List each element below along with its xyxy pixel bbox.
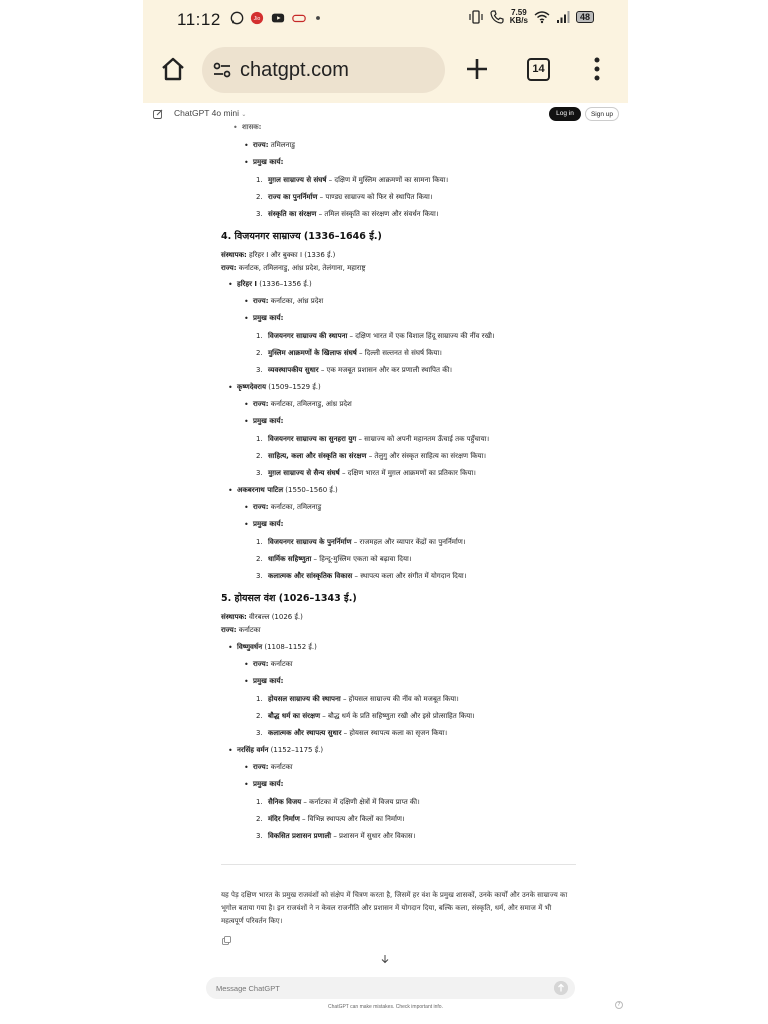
state-value: कर्नाटका [270,660,293,668]
works-label: प्रमुख कार्य: [253,780,284,788]
work-title: कलात्मक और सांस्कृतिक विकास [268,572,353,580]
ruler-years: (1550–1560 ई.) [283,486,338,494]
work-text: – बौद्ध धर्म के प्रति सहिष्णुता रखी और इसे प्रोत्साहित किया। [320,712,475,720]
state-value: तमिलनाडु [270,141,295,149]
list-item: 1. विजयनगर साम्राज्य के पुनर्निर्माण – राजमहल और व्यापार केंद्रों का पुनर्निर्माण। [256,538,466,546]
state-value: कर्नाटका, तमिलनाडु [270,503,322,511]
tab-switcher-button[interactable]: 14 [527,58,550,81]
list-item [253,297,323,306]
list-item: 3. संस्कृति का संरक्षण – तमिल संस्कृति का संरक्षण और संवर्धन किया। [256,210,439,218]
section-heading: 5. होयसल वंश (1026–1343 ई.) [221,593,357,604]
list-item [253,141,295,150]
list-item [253,503,321,512]
work-title: राज्य का पुनर्निर्माण [268,193,318,201]
work-title: विजयनगर साम्राज्य की स्थापना [268,332,348,340]
list-item: 3. व्यवस्थापकीय सुधार – एक मजबूत प्रशासन और कर प्रणाली स्थापित की। [256,366,453,374]
model-selector[interactable] [174,108,246,118]
home-icon[interactable] [159,55,187,83]
login-button[interactable]: Log in [549,107,581,121]
work-title: विजयनगर साम्राज्य का सुनहरा युग [268,435,357,443]
list-item [253,677,283,686]
status-time: 11:12 [177,10,221,29]
founder-label: संस्थापक: [221,613,247,621]
list-item [253,763,293,772]
chatgpt-header [143,103,628,125]
browser-toolbar [143,45,628,95]
signup-button[interactable]: Sign up [585,107,619,121]
work-text: – पाण्ड्य साम्राज्य को फिर से स्थापित किया। [317,193,433,201]
divider [221,864,576,865]
ruler-name: विष्णुवर्धन [237,643,263,651]
speed-unit: KB/s [509,16,528,25]
list-item [253,520,283,529]
work-title: मंदिर निर्माण [268,815,300,823]
list-item: 1. मुग़ल साम्राज्य से संघर्ष – दक्षिण में मुस्लिम आक्रमणों का सामना किया। [256,176,449,184]
state-label: राज्य: [253,763,269,771]
works-label: प्रमुख कार्य: [253,520,284,528]
ruler-item [237,383,321,392]
works-label: प्रमुख कार्य: [253,314,284,322]
address-bar[interactable] [202,47,445,93]
site-settings-icon[interactable] [212,60,232,80]
list-item: 3. मुग़ल साम्राज्य से सैन्य संघर्ष – दक्षिण भारत में मुग़ल आक्रमणों का प्रतिकार किया। [256,469,476,477]
copy-icon[interactable] [222,936,231,945]
founder-value: हरिहर I और बुक्का I (1336 ई.) [249,251,336,259]
youtube-icon [270,11,286,25]
ruler-name: नरसिंह वर्मन [237,746,269,754]
ruler-years: (1509–1529 ई.) [266,383,321,391]
list-item: 1. विजयनगर साम्राज्य का सुनहरा युग – साम्राज्य को अपनी महानतम ऊँचाई तक पहुँचाया। [256,435,490,443]
ruler-item [237,746,323,755]
speed-value: 7.59 [511,8,527,17]
work-title: बौद्ध धर्म का संरक्षण [268,712,321,720]
work-title: मुस्लिम आक्रमणों के खिलाफ संघर्ष [268,349,357,357]
work-title: धार्मिक सहिष्णुता [268,555,312,563]
work-text: – दक्षिण में मुस्लिम आक्रमणों का सामना किया। [326,176,449,184]
chevron-down-icon: ⌄ [241,112,247,118]
state-label: राज्य: [253,297,269,305]
work-title: विकसित प्रशासन प्रणाली [268,832,332,840]
founder-label: संस्थापक: [221,251,247,259]
founder-line [221,613,303,622]
work-text: – एक मजबूत प्रशासन और कर प्रणाली स्थापित की। [318,366,453,374]
works-label: प्रमुख कार्य: [253,677,284,685]
vibrate-icon [468,10,484,24]
work-text: – तमिल संस्कृति का संरक्षण और संवर्धन किया। [316,210,439,218]
work-title: संस्कृति का संरक्षण [268,210,317,218]
work-title: मुग़ल साम्राज्य से संघर्ष [268,176,327,184]
state-label: राज्य: [253,503,269,511]
list-item: 2. मुस्लिम आक्रमणों के खिलाफ संघर्ष – दिल्ली सल्तनत से संघर्ष किया। [256,349,442,357]
state-label: राज्य: [253,400,269,408]
list-item [253,780,283,789]
ruler-item [237,280,312,289]
list-item: 2. बौद्ध धर्म का संरक्षण – बौद्ध धर्म के प्रति सहिष्णुता रखी और इसे प्रोत्साहित किया। [256,712,475,720]
work-title: कलात्मक और स्थापत्य सुधार [268,729,342,737]
list-item: 3. विकसित प्रशासन प्रणाली – प्रशासन में सुधार और विकास। [256,832,416,840]
states-value: कर्नाटका [238,626,261,634]
list-item: 1. विजयनगर साम्राज्य की स्थापना – दक्षिण भारत में एक विशाल हिंदू साम्राज्य की नींव रखी। [256,332,495,340]
work-title: सैनिक विजय [268,798,302,806]
states-label: राज्य: [221,626,237,634]
work-text: – होयसल स्थापत्य कला का सृजन किया। [341,729,448,737]
ruler-years: (1152–1175 ई.) [268,746,324,754]
more-menu-icon[interactable] [594,57,600,81]
ruler-years: (1108–1152 ई.) [262,643,317,651]
battery-icon: 48 [576,11,594,23]
work-text: – स्थापत्य कला और संगीत में योगदान दिया। [352,572,467,580]
work-text: – तेलुगु और संस्कृत साहित्य का संरक्षण किया। [366,452,487,460]
scroll-down-icon[interactable] [380,954,390,964]
url-text[interactable]: chatgpt.com [240,58,349,81]
list-item [253,660,293,669]
work-text: – होयसल साम्राज्य की नींव को मजबूत किया। [340,695,459,703]
call-icon [490,10,504,24]
list-item [253,417,283,426]
ruler-name: कृष्णदेवराय [237,383,267,391]
ruler-name: हरिहर I [237,280,258,288]
browser-chrome [143,0,628,103]
work-title: साहित्य, कला और संस्कृति का संरक्षण [268,452,367,460]
list-item [253,314,283,323]
phone-screen [143,0,628,1024]
list-item: 2. साहित्य, कला और संस्कृति का संरक्षण – तेलुगु और संस्कृत साहित्य का संरक्षण किया। [256,452,487,460]
state-label: राज्य: [253,660,269,668]
work-title: मुग़ल साम्राज्य से सैन्य संघर्ष [268,469,340,477]
network-speed [510,9,528,25]
work-text: – दक्षिण भारत में मुग़ल आक्रमणों का प्रतिकार किया। [339,469,476,477]
signal-icon [556,10,570,24]
work-title: होयसल साम्राज्य की स्थापना [268,695,341,703]
section-heading: 4. विजयनगर साम्राज्य (1336–1646 ई.) [221,231,382,242]
work-text: – साम्राज्य को अपनी महानतम ऊँचाई तक पहुँचाया। [356,435,490,443]
works-label: प्रमुख कार्य: [253,158,284,166]
disclaimer: ChatGPT can make mistakes. Check important info. [328,1004,443,1010]
model-name-label: ChatGPT 4o mini [174,108,240,118]
help-button[interactable]: ? [615,1001,623,1009]
work-text: – राजमहल और व्यापार केंद्रों का पुनर्निर्माण। [351,538,466,546]
dot-icon [314,11,322,25]
founder-value: वीरबल्ल (1026 ई.) [249,613,303,621]
summary-paragraph: यह पेड़ दक्षिण भारत के प्रमुख राजवंशों को संक्षेप में चित्रण करता है, जिसमें हर वंश के प्रमुख शासकों, उनके कार्यों और उनके साम्राज्य का भूगोल बताया गया है। इन राजवंशों ने न केवल राजनीति और प्रशासन में योगदान दिया, बल्कि कला, संस्कृति, धर्म, और समाज में भी महत्वपूर्ण परिवर्तन किए। [221,891,568,925]
list-item: 3. कलात्मक और स्थापत्य सुधार – होयसल स्थापत्य कला का सृजन किया। [256,729,448,737]
list-item [253,400,352,409]
works-label: प्रमुख कार्य: [253,417,284,425]
message-input[interactable] [216,977,536,999]
new-chat-icon[interactable] [153,109,163,119]
partial-label: शासक: [242,123,262,131]
states-line [221,264,366,273]
list-item: 1. होयसल साम्राज्य की स्थापना – होयसल साम्राज्य की नींव को मजबूत किया। [256,695,459,703]
state-value: कर्नाटका [270,763,293,771]
ruler-item [237,486,338,495]
work-text: – कर्नाटका में दक्षिणी क्षेत्रों में विजय प्राप्त की। [301,798,420,806]
status-bar [143,0,628,38]
state-label: राज्य: [253,141,269,149]
game-icon [291,11,307,25]
state-value: कर्नाटका, तमिलनाडु, आंध्र प्रदेश [270,400,352,408]
ruler-item [237,643,317,652]
work-title: विजयनगर साम्राज्य के पुनर्निर्माण [268,538,352,546]
message-composer [206,977,575,999]
work-text: – दक्षिण भारत में एक विशाल हिंदू साम्राज्य की नींव रखी। [347,332,495,340]
list-item: 2. धार्मिक सहिष्णुता – हिन्दू-मुस्लिम एकता को बढ़ावा दिया। [256,555,412,563]
list-item [253,158,283,167]
jio-icon [249,11,265,25]
list-item [242,123,261,132]
work-text: – दिल्ली सल्तनत से संघर्ष किया। [356,349,442,357]
state-value: कर्नाटका, आंध्र प्रदेश [270,297,324,305]
work-text: – विभिन्न स्थापत्य और किलों का निर्माण। [299,815,405,823]
list-item: 3. कलात्मक और सांस्कृतिक विकास – स्थापत्य कला और संगीत में योगदान दिया। [256,572,467,580]
work-text: – प्रशासन में सुधार और विकास। [331,832,416,840]
whatsapp-icon [229,11,245,25]
list-item: 2. राज्य का पुनर्निर्माण – पाण्ड्य साम्राज्य को फिर से स्थापित किया। [256,193,433,201]
ruler-years: (1336–1356 ई.) [257,280,312,288]
status-right [468,9,594,25]
new-tab-icon[interactable] [464,56,490,82]
states-line [221,626,261,635]
states-value: कर्नाटक, तमिलनाडु, आंध्र प्रदेश, तेलंगाना, महाराष्ट्र [238,264,366,272]
svg-text:Jio: Jio [253,16,261,23]
wifi-icon [534,10,550,24]
list-item: 2. मंदिर निर्माण – विभिन्न स्थापत्य और किलों का निर्माण। [256,815,405,823]
states-label: राज्य: [221,264,237,272]
work-title: व्यवस्थापकीय सुधार [268,366,319,374]
send-icon[interactable] [554,981,568,995]
list-item: 1. सैनिक विजय – कर्नाटका में दक्षिणी क्षेत्रों में विजय प्राप्त की। [256,798,420,806]
founder-line [221,251,335,260]
work-text: – हिन्दू-मुस्लिम एकता को बढ़ावा दिया। [311,555,412,563]
ruler-name: अकबरनाथ पाटिल [237,486,284,494]
